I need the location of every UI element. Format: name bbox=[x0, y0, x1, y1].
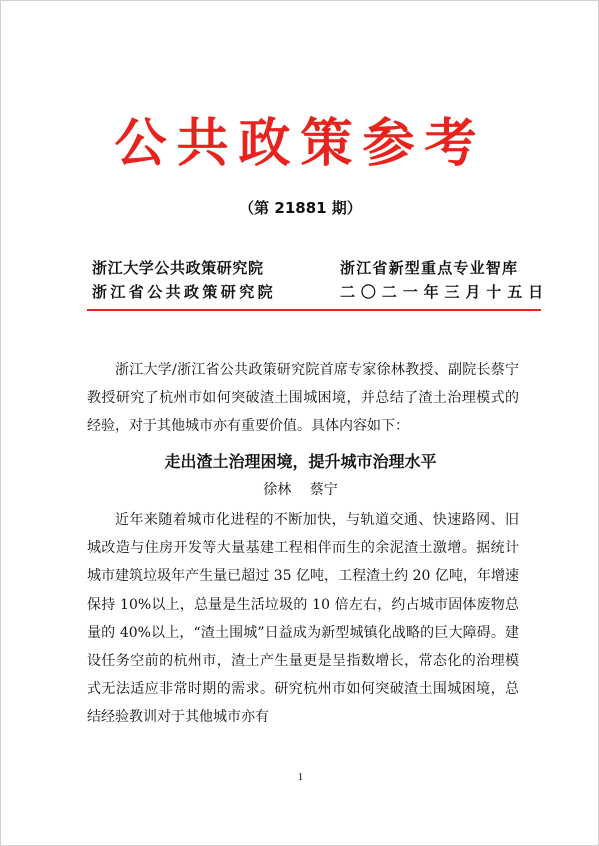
issue-number: （第 21881 期） bbox=[239, 199, 362, 217]
header-divider bbox=[87, 309, 541, 311]
intro-paragraph: 浙江大学/浙江省公共政策研究院首席专家徐林教授、副院长蔡宁教授研究了杭州市如何突破渣土围城困境，并总结了渣土治理模式的经验，对于其他城市亦有重要价值。具体内容如下： bbox=[87, 362, 519, 435]
body-paragraph: 近年来随着城市化进程的不断加快，与轨道交通、快速路网、旧城改造与住房开发等大量基建工程相伴而生的余泥渣土激增。据统计城市建筑垃圾年产生量已超过 35 亿吨，工程渣土约 20 亿吨，年增速保持 10%以上，总量是生活垃圾的 10 倍左右，约占城市固体废物总量的 40%以上，“渣土围城”日益成为新型城镇化战略的巨大障碍。建设任务空前的杭州市，渣土产生量更是呈指数增长，常态化的治理模式无法适应非常时期的需求。研究杭州市如何突破渣土围城困境，总结经验教训对于其他城市亦有 bbox=[87, 512, 519, 726]
publication-title: 公共政策参考 bbox=[114, 113, 487, 174]
think-tank-label: 浙江省新型重点专业智库 bbox=[340, 259, 519, 277]
page-number: 1 bbox=[297, 771, 304, 783]
provincial-institute-name: 浙江省公共政策研究院 bbox=[92, 283, 277, 301]
article-authors: 徐林 蔡宁 bbox=[263, 482, 338, 498]
institute-name: 浙江大学公共政策研究院 bbox=[92, 259, 264, 277]
publication-date: 二〇二一年三月十五日 bbox=[340, 283, 550, 301]
article-title: 走出渣土治理困境，提升城市治理水平 bbox=[164, 452, 437, 471]
